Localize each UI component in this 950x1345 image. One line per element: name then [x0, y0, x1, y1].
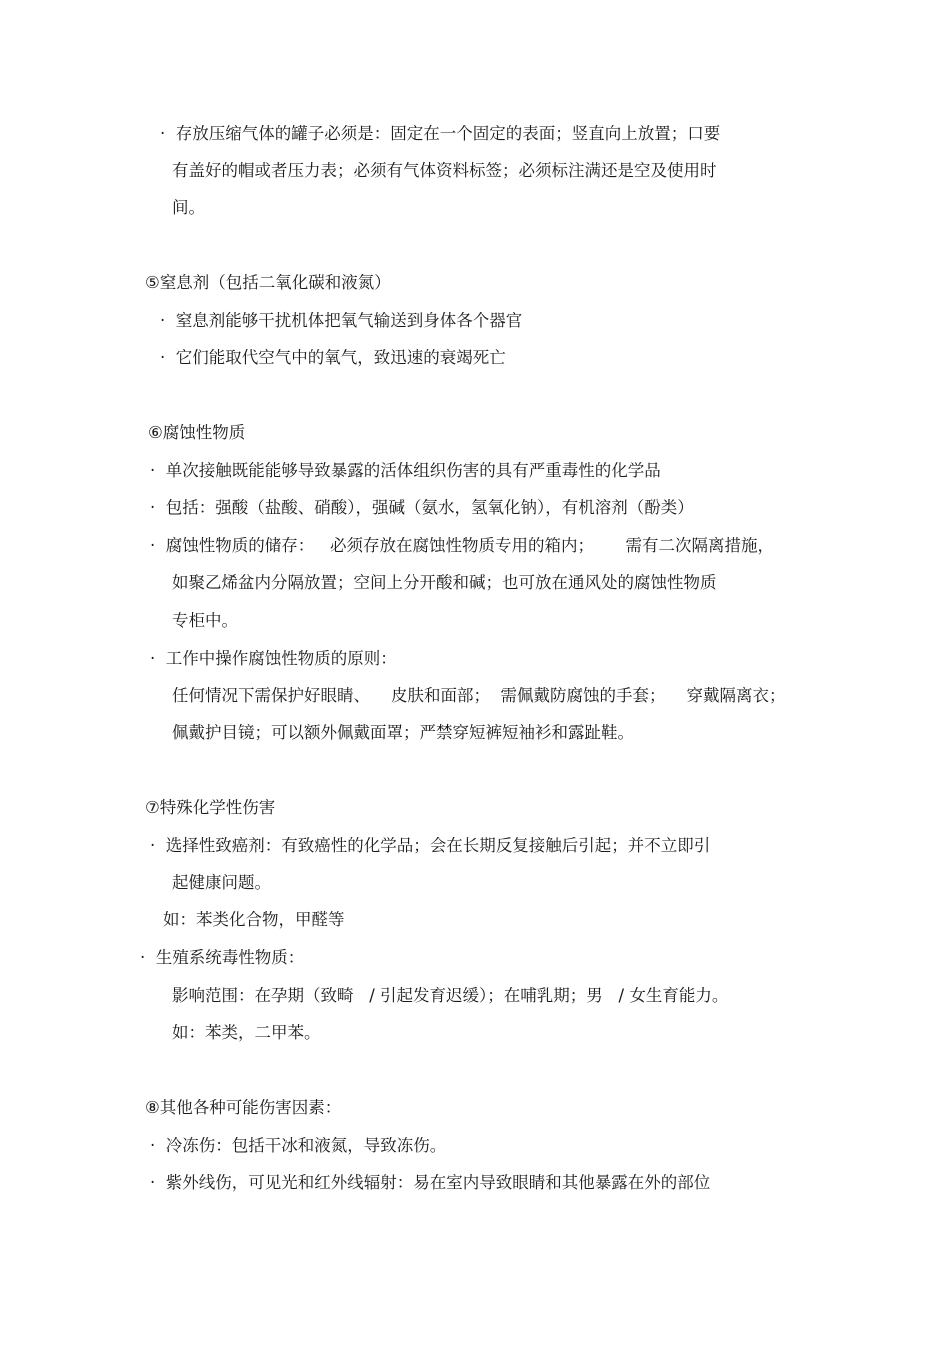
section-heading-corrosive: ⑥腐蚀性物质 [148, 423, 246, 442]
bullet-item: · 包括：强酸（盐酸、硝酸），强碱（氨水，氢氧化钠），有机溶剂（酚类） [150, 498, 694, 517]
text-line: 有盖好的帽或者压力表；必须有气体资料标签；必须标注满还是空及使用时 [172, 161, 717, 180]
section-heading-special-chemical: ⑦特殊化学性伤害 [145, 798, 276, 817]
text-line: 专柜中。 [172, 611, 238, 630]
bullet-item: · 单次接触既能能够导致暴露的活体组织伤害的具有严重毒性的化学品 [150, 461, 661, 480]
section-heading-other-hazards: ⑧其他各种可能伤害因素： [145, 1098, 342, 1117]
text-line: 如：苯类，二甲苯。 [172, 1023, 321, 1042]
bullet-item: · 窒息剂能够干扰机体把氧气输送到身体各个器官 [160, 311, 523, 330]
text-line: 间。 [172, 198, 205, 217]
section-heading-asphyxiant: ⑤窒息剂（包括二氧化碳和液氮） [145, 273, 391, 292]
bullet-item: · 紫外线伤，可见光和红外线辐射：易在室内导致眼睛和其他暴露在外的部位 [150, 1173, 711, 1192]
text-line: 如聚乙烯盆内分隔放置；空间上分开酸和碱；也可放在通风处的腐蚀性物质 [172, 573, 717, 592]
text-line: 起健康问题。 [172, 873, 271, 892]
bullet-item: · 工作中操作腐蚀性物质的原则： [150, 649, 397, 668]
bullet-item: · 生殖系统毒性物质： [140, 948, 305, 967]
bullet-item: · 选择性致癌剂：有致癌性的化学品；会在长期反复接触后引起；并不立即引 [150, 836, 711, 855]
text-line: 影响范围：在孕期（致畸 / 引起发育迟缓）；在哺乳期；男 / 女生育能力。 [172, 986, 729, 1005]
text-line: 如：苯类化合物，甲醛等 [163, 910, 345, 929]
bullet-item: · 腐蚀性物质的储存： 必须存放在腐蚀性物质专用的箱内； 需有二次隔离措施， [150, 536, 774, 555]
text-line: 任何情况下需保护好眼睛、 皮肤和面部； 需佩戴防腐蚀的手套； 穿戴隔离衣； [172, 686, 786, 705]
bullet-item: · 它们能取代空气中的氧气，致迅速的衰竭死亡 [160, 348, 506, 367]
bullet-compressed-gas: · 存放压缩气体的罐子必须是：固定在一个固定的表面；竖直向上放置；口要 [160, 124, 721, 143]
bullet-item: · 冷冻伤：包括干冰和液氮，导致冻伤。 [150, 1136, 447, 1155]
text-line: 佩戴护目镜；可以额外佩戴面罩；严禁穿短裤短袖衫和露趾鞋。 [172, 723, 634, 742]
